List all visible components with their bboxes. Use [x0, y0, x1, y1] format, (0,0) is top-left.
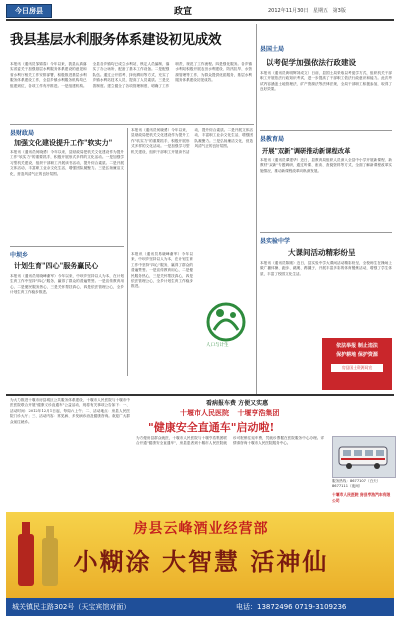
- banner-bottles: [10, 516, 70, 590]
- banner-address: 城关镇民主路302号（天宝宾馆对面）: [12, 603, 131, 611]
- news2-tag: 中坝乡: [10, 252, 29, 259]
- health-ad-footer: 十堰市人民医院 房县亨浩汽车有限公司: [332, 492, 391, 503]
- page-number: 第3版: [332, 8, 346, 14]
- lead-title: 我县基层水利服务体系建设初见成效: [10, 32, 222, 48]
- land-ad-line2: [322, 351, 392, 358]
- bus-icon: [333, 437, 393, 475]
- banner-footer: [6, 598, 394, 616]
- banner-phone: 电话：13872496 0719-3109236: [236, 603, 347, 611]
- news1-tag: 县财政局: [10, 130, 35, 137]
- right2-body: 本报讯（通讯员谭建华）近日，县教育局组织人员深入全县中小学开展新课程、新教材"双新"专题调研，通过听课、座谈、查阅资料等方式，全面了解新课程改革实施情况，推动新课程改革向纵深发展。: [260, 158, 392, 173]
- health-ad-kicker: 看病报车费 方便又实惠: [206, 400, 269, 407]
- bottom-section-rule: [6, 394, 394, 396]
- lead-continued-body: 本报讯（通讯员何晓勇）今年以来，县财政局把机关文化建设作为提升工作"软实力"的重要抓手，积极开展形式多样的文化活动。一是加强学习型机关建设，组织干部职工开展读书活动，提升综合素质。二是开展文体活动，丰富职工业余文化生活，增强团队凝聚力。三是弘扬廉洁文化，营造风清气正的良好氛围。: [131, 128, 253, 154]
- lead-body: 本报讯（通讯员邹锦春）今年以来，我县认真落实省委关于加强基层水利服务体系建设的意见和省水利厅相关工作安排部署，积极推进基层水利服务体系建设工作，全县乡镇水利服务机构均已组建到位，各项工作有序推进。一是组建机构。全县各乡镇均已成立水利站，核定人员编制，落实了办公场所，配备了基本工作设备。二是配强队伍。通过公开招考、择优聘用等方式，充实了乡镇水利站技术人员，提高了人员素质。三是完善制度。建立健全了各项管理制度，明确了工作职责，规范了工作流程。四是强化服务。各乡镇水利站积极开展农田水利建设、防汛抗旱、水资源管理等工作，为群众提供优质服务，基层水利服务体系建设初见成效。: [10, 62, 252, 88]
- liquor-banner: [6, 512, 394, 616]
- right1-title: 以考促学加强依法行政建设: [266, 58, 356, 67]
- column-divider-mid: [127, 128, 128, 376]
- health-ad-body: 为方便房县群众就医，十堰市人民医院与十堰亨浩集团联合开通"健康安全直通车"，房县患者到十堰市人民医院就诊可报销往返车费，凭就诊票据在医院服务中心办理。详情请咨询十堰市人民医院服务中心。: [136, 436, 324, 446]
- section-title: 政宣: [174, 7, 193, 17]
- logo-caption: 人口与计生: [206, 343, 229, 348]
- health-ad-headline: "健康安全直通车"启动啦!: [148, 421, 275, 434]
- land-protection-ad: [322, 338, 392, 390]
- lead-bottom-rule: [10, 124, 254, 125]
- right1-rule: [260, 130, 392, 131]
- health-ad-org1: 十堰市人民医院: [180, 408, 229, 417]
- health-ad-orgs: [180, 408, 279, 418]
- liquor-bottle-icon: [10, 516, 70, 590]
- paper-logo: 今日房县: [6, 4, 52, 18]
- banner-slogan: 小糊涂 大智慧 活神仙: [73, 547, 329, 576]
- masthead: [6, 4, 394, 18]
- right3-body: 本报讯（通讯员陈刚）近日，县实验中学大课间活动精彩纷呈，全校师生在操场上做广播体操、跑步、跳绳、踢毽子，开展丰富多彩的体育锻炼活动，增强了学生体质，丰富了校园文化生活。: [260, 261, 392, 276]
- right3-tag: 县实验中学: [260, 238, 291, 245]
- health-ad-bus-photo: [332, 436, 396, 478]
- news2-body: 本报讯（通讯员易晓峰谢军）今年以来，中坝乡坚持以人为本，在计划生育工作中坚持"四心"服务，赢得了群众的普遍赞誉。一是宣传教育用心，二是便民服务热心，三是关怀帮扶真心，四是依法管理公心，全乡计划生育工作稳步推进。: [10, 274, 124, 295]
- health-ad: [136, 398, 394, 508]
- land-ad-text-4: 保护资源: [357, 352, 378, 358]
- health-ad-contact: 服务热线：8677107（白天）8677111（夜间）: [332, 479, 381, 488]
- health-ad-org2: 十堰亨浩集团: [237, 408, 280, 417]
- column-divider-right: [256, 24, 257, 394]
- family-planning-icon: [200, 300, 252, 344]
- news2-continued-body: 本报讯（通讯员易晓峰谢军）今年以来，中坝乡坚持以人为本，在计划生育工作中坚持"四心"服务，赢得了群众的普遍赞誉。一是宣传教育用心，二是便民服务热心，三是关怀帮扶真心，四是依法管理公心，全乡计划生育工作稳步推进。: [131, 252, 193, 289]
- land-ad-line1: [322, 342, 392, 349]
- date-text: 2012年11月30日: [268, 8, 309, 14]
- right3-title: 大课间活动精彩纷呈: [288, 248, 356, 257]
- notice-body: 为大力推进十堰市房县城区公共服务体系建设，十堰市人民医院与十堰市中医医院联合开展"健康义诊直通车"公益活动，现将有关事项公告如下：一、活动时间：2012年12月1日起，每周六上午；二、活动地点：房县人民医院门诊大厅；三、活动内容：常见病、多发病诊治及健康咨询。欢迎广大群众前往就诊。: [10, 398, 130, 424]
- land-ad-text-1: 依法举报: [336, 343, 357, 349]
- right1-body: 本报讯（通讯员黄明辉刘成文）日前，县国土局采取以考促学方式，组织机关干部职工开展依法行政知识考试，进一步提高了干部职工依法行政意识和能力。此次考试内容涵盖土地管理法、矿产资源法等法律法规，全局干部职工积极参加，取得了良好效果。: [260, 71, 392, 92]
- right2-tag: 县教育局: [260, 136, 285, 143]
- land-ad-text-2: 制止违法: [357, 343, 378, 349]
- masthead-rule: [6, 19, 394, 21]
- news2-title: 计划生育"四心"服务赢民心: [14, 261, 99, 270]
- family-planning-logo: [200, 300, 252, 350]
- issue-date: [268, 7, 346, 14]
- land-ad-sub: 房县国土资源局宣: [331, 364, 383, 372]
- land-ad-text-3: 保护耕地: [336, 352, 357, 358]
- right2-rule: [260, 232, 392, 233]
- right1-tag: 县国土局: [260, 46, 285, 53]
- news1-body: 本报讯（通讯员何晓勇）今年以来，县财政局把机关文化建设作为提升工作"软实力"的重要抓手，积极开展形式多样的文化活动。一是加强学习型机关建设，组织干部职工开展读书活动，提升综合素质。二是开展文体活动，丰富职工业余文化生活，增强团队凝聚力。三是弘扬廉洁文化，营造风清气正的良好氛围。: [10, 150, 124, 176]
- banner-company: 房县云峰酒业经营部: [133, 521, 269, 537]
- news2-top-rule: [10, 246, 124, 247]
- news1-title: 加强文化建设提升工作"软实力": [14, 138, 113, 147]
- right2-title: 开展"双新"调研推动新课程改革: [262, 148, 351, 155]
- weekday-text: 星期五: [313, 8, 329, 14]
